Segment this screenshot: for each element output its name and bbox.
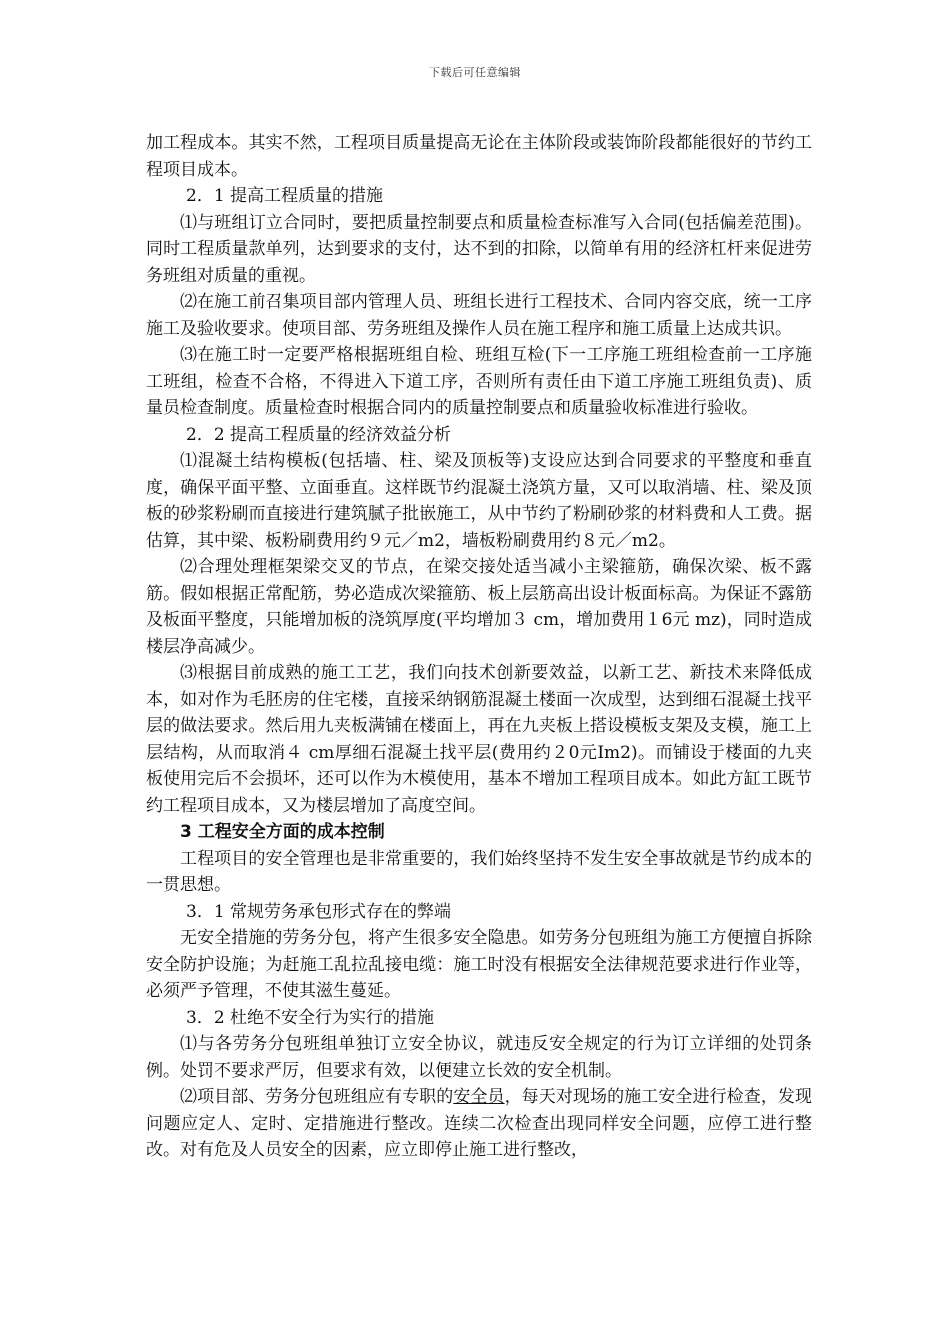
paragraph-2-2-item-3: ⑶根据目前成熟的施工工艺，我们向技术创新要效益，以新工艺、新技术来降低成本，如对作为毛胚房的住宅楼，直接采纳钢筋混凝土楼面一次成型，达到细石混凝土找平层的做法要求。然后用九夹板满铺在楼面上，再在九夹板上搭设模板支架及支模，施工上层结构，从而取消４ cm厚细石混凝土找平层(费用约２0元Im2)。而铺设于楼面的九夹板使用完后不会损坏，还可以作为木模使用，基本不增加工程项目成本。如此方缸工既节约工程项目成本，又为楼层增加了高度空间。	[146, 663, 812, 816]
paragraph-2-2-item-1: ⑴混凝土结构模板(包括墙、柱、梁及顶板等)支设应达到合同要求的平整度和垂直度，确保平面平整、立面垂直。这样既节约混凝土浇筑方量，又可以取消墙、柱、梁及顶板的砂浆粉刷而直接进行建筑腻子批嵌施工，从中节约了粉刷砂浆的材料费和人工费。据估算，其中梁、板粉刷费用约９元／m2，墙板粉刷费用约８元／m2。	[146, 451, 812, 551]
paragraph-2-1-item-1: ⑴与班组订立合同时，要把质量控制要点和质量检查标准写入合同(包括偏差范围)。同时工程质量款单列，达到要求的支付，达不到的扣除，以简单有用的经济杠杆来促进劳务班组对质量的重视。	[146, 212, 812, 286]
paragraph-text-start: ⑵项目部、劳务分包班组应有专职的	[180, 1087, 454, 1107]
section-heading-3-2: 3．2 杜绝不安全行为实行的措施	[186, 1007, 435, 1028]
paragraph-text-end: ，每天对现场的施工安全进行检查，发现问题应定人、定时、定措施进行整改。连续二次检查出现同样安全问题，应停工进行整改。对有危及人员安全的因素，应立即停止施工进行整改，	[146, 1087, 813, 1160]
paragraph-2-1-item-3: ⑶在施工时一定要严格根据班组自检、班组互检(下一工序施工班组检查前一工序施工班组，检查不合格，不得进入下道工序，否则所有责任由下道工序施工班组负责)、质量员检查制度。质量检查时根据合同内的质量控制要点和质量验收标准进行验收。	[146, 345, 812, 418]
paragraph-3-2-item-2	[146, 1084, 812, 1164]
paragraph-3-2-item-1: ⑴与各劳务分包班组单独订立安全协议，就违反安全规定的行为订立详细的处罚条例。处罚不要求严厉，但要求有效，以便建立长效的安全机制。	[146, 1034, 812, 1081]
page-header: 下载后可任意编辑	[429, 66, 521, 79]
section-heading-2-2: 2．2 提高工程质量的经济效益分析	[186, 424, 452, 445]
paragraph-2-1-item-2: ⑵在施工前召集项目部内管理人员、班组长进行工程技术、合同内容交底，统一工序施工及验收要求。使项目部、劳务班组及操作人员在施工程序和施工质量上达成共识。	[146, 292, 812, 339]
paragraph-continuation: 加工程成本。其实不然，工程项目质量提高无论在主体阶段或装饰阶段都能很好的节约工程项目成本。	[146, 133, 812, 180]
section-heading-3-1: 3．1 常规劳务承包形式存在的弊端	[186, 901, 452, 922]
section-heading-3: 3 工程安全方面的成本控制	[180, 822, 385, 842]
safety-officer-link[interactable]: 安全员	[453, 1087, 505, 1107]
section-heading-2-1: 2．1 提高工程质量的措施	[186, 186, 384, 206]
paragraph-2-2-item-2: ⑵合理处理框架梁交叉的节点，在梁交接处适当减小主梁箍筋，确保次梁、板不露筋。假如根据正常配筋，势必造成次梁箍筋、板上层筋高出设计板面标高。为保证不露筋及板面平整度，只能增加板的浇筑厚度(平均增加３ cm，增加费用１6元 mz)，同时造成楼层净高减少。	[146, 557, 812, 657]
paragraph-3-intro: 工程项目的安全管理也是非常重要的，我们始终坚持不发生安全事故就是节约成本的一贯思想。	[146, 848, 812, 895]
document-body	[146, 130, 812, 1164]
paragraph-3-1: 无安全措施的劳务分包，将产生很多安全隐患。如劳务分包班组为施工方便擅自拆除安全防护设施；为赶施工乱拉乱接电缆：施工时没有根据安全法律规范要求进行作业等，必须严予管理，不使其滋生蔓延。	[146, 928, 812, 1001]
